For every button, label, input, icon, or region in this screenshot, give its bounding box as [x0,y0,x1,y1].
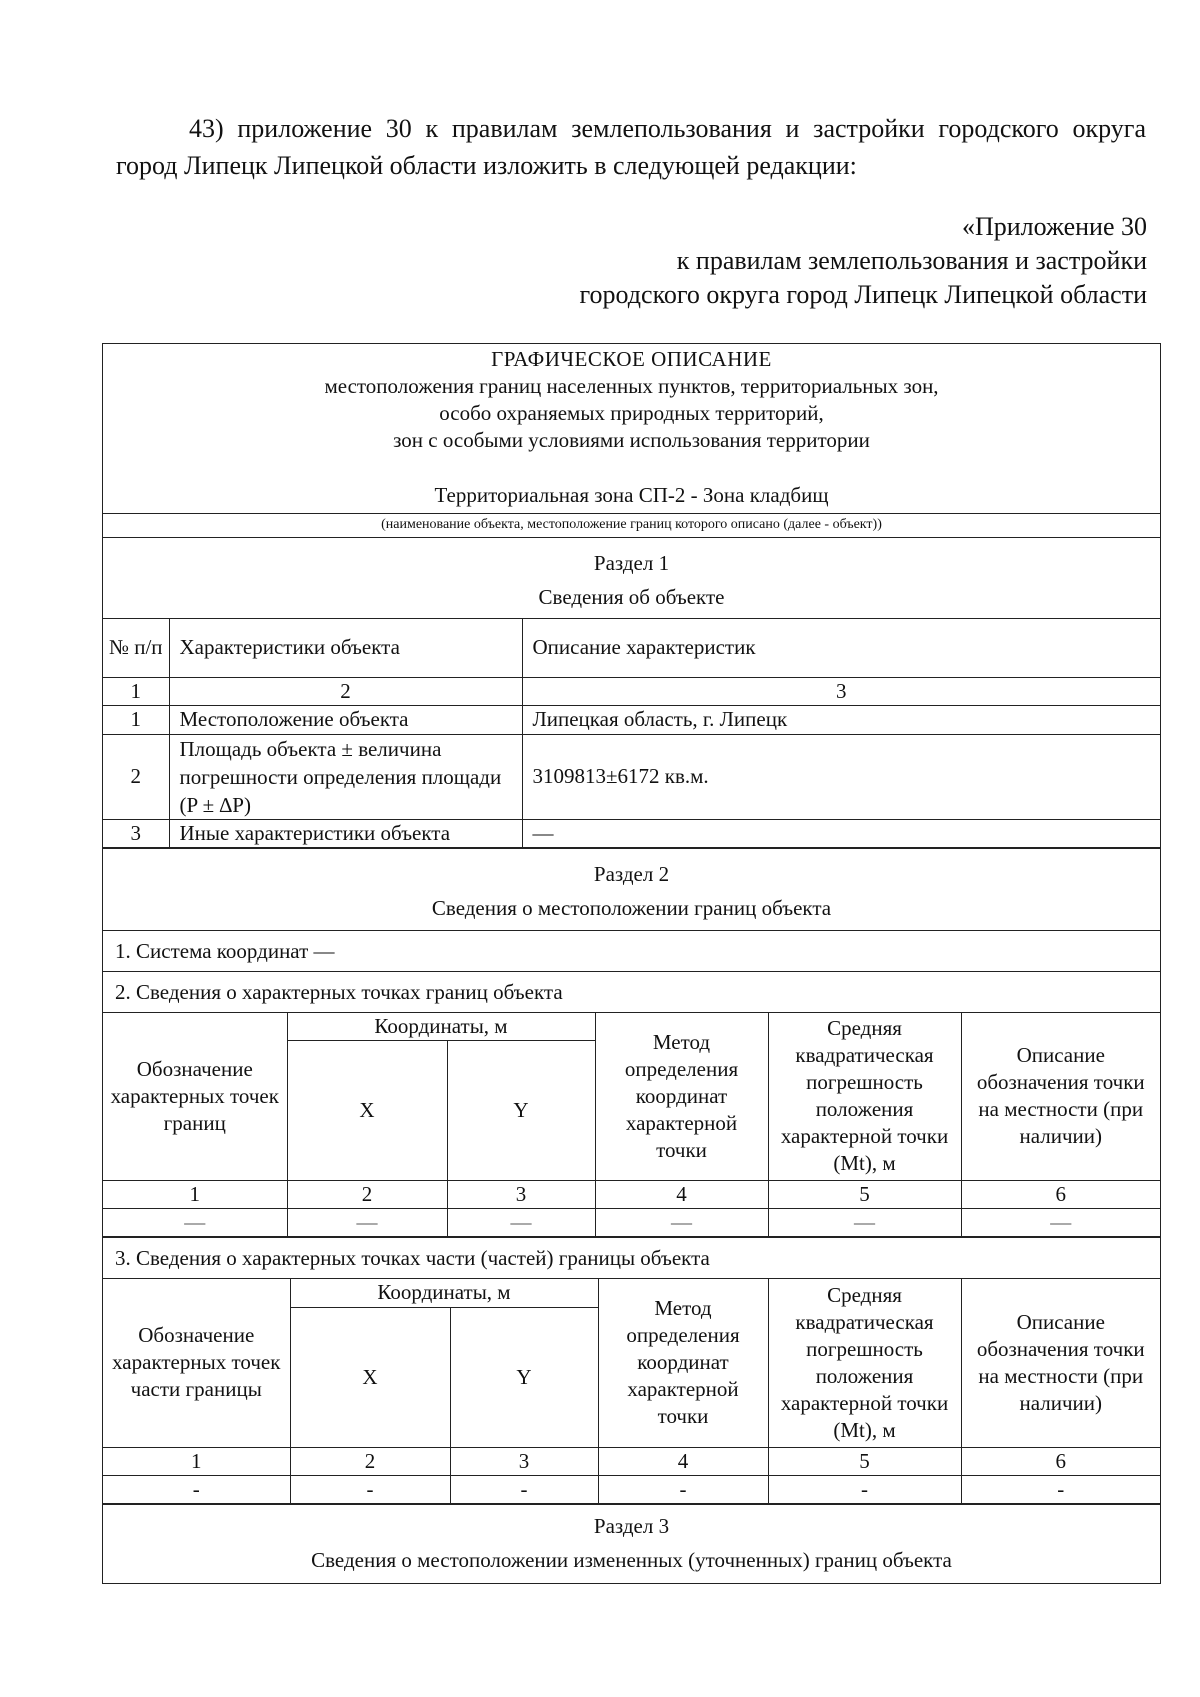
table-index-row [103,1181,1160,1209]
section-2-label: Раздел 2 [593,861,670,886]
table-header-row [103,1013,1160,1041]
index-cell: 1 [103,1447,290,1475]
data-cell: - [103,1475,290,1503]
index-cell: 1 [103,1181,287,1209]
index-cell: 4 [598,1447,768,1475]
col-descr-header: Описание обозначения точки на местности (при наличии) [961,1013,1160,1181]
index-cell: 5 [768,1447,961,1475]
coord-system-row: 1. Система координат — [103,931,1160,972]
col-y-header: Y [450,1307,598,1447]
index-cell: 3 [447,1181,595,1209]
index-cell: 6 [961,1181,1160,1209]
col-char-header: Характеристики объекта [169,619,522,677]
section-1-title: Сведения об объекте [538,585,725,609]
index-cell: 3 [522,677,1160,705]
data-cell: - [598,1475,768,1503]
section-2-title: Сведения о местоположении границ объекта [431,895,832,920]
col-y-header: Y [447,1041,595,1181]
form-subtitle-3: зон с особыми условиями использования территории [393,428,870,452]
object-info-table [103,619,1160,848]
col-coords-header: Координаты, м [287,1013,595,1041]
section-2-header [103,848,1160,931]
object-name-note: (наименование объекта, местоположение границ которого описано (далее - объект)) [103,514,1160,538]
row-num: 3 [103,819,169,847]
graphic-description-form [102,343,1161,1584]
data-cell: - [768,1475,961,1503]
data-cell: — [768,1209,961,1237]
data-cell: — [595,1209,768,1237]
section-3-label: Раздел 3 [593,1513,670,1538]
row-char: Площадь объекта ± величина погрешности определения площади (P ± ∆P) [169,734,522,819]
table-header-row [103,619,1160,677]
row-num: 1 [103,705,169,734]
index-cell: 2 [169,677,522,705]
section-1-label: Раздел 1 [593,551,670,575]
row-desc: 3109813±6172 кв.м. [522,734,1160,819]
points-title-row: 2. Сведения о характерных точках границ объекта [103,972,1160,1013]
table-row [103,1475,1160,1503]
data-cell: - [961,1475,1160,1503]
index-cell: 2 [290,1447,450,1475]
points-table [103,1013,1160,1238]
row-desc: Липецкая область, г. Липецк [522,705,1160,734]
form-header [103,344,1160,514]
data-cell: — [447,1209,595,1237]
col-x-header: X [287,1041,447,1181]
row-num: 2 [103,734,169,819]
col-point-header: Обозначение характерных точек части границы [103,1279,290,1447]
parts-table [103,1279,1160,1504]
section-3-title: Сведения о местоположении измененных (уточненных) границ объекта [311,1547,952,1572]
table-row [103,1209,1160,1237]
section-1-header [103,538,1160,619]
col-descr-header: Описание обозначения точки на местности (при наличии) [961,1279,1160,1447]
row-char: Иные характеристики объекта [169,819,522,847]
intro-paragraph: 43) приложение 30 к правилам землепользования и застройки городского округа город Липецк Липецкой области изложить в следующей редакции: [116,114,1146,180]
appendix-line-1: «Приложение 30 [961,212,1147,241]
index-cell: 3 [450,1447,598,1475]
form-title: ГРАФИЧЕСКОЕ ОПИСАНИЕ [491,347,772,371]
col-error-header: Средняя квадратическая погрешность положения характерной точки (Mt), м [768,1013,961,1181]
table-row [103,705,1160,734]
index-cell: 6 [961,1447,1160,1475]
data-cell: — [961,1209,1160,1237]
col-error-header: Средняя квадратическая погрешность положения характерной точки (Mt), м [768,1279,961,1447]
data-cell: - [290,1475,450,1503]
appendix-heading [580,210,1147,312]
col-num-header: № п/п [103,619,169,677]
data-cell: — [287,1209,447,1237]
zone-name: Территориальная зона СП-2 - Зона кладбищ [434,483,829,507]
col-coords-header: Координаты, м [290,1279,598,1307]
appendix-line-3: городского округа город Липецк Липецкой области [579,280,1147,309]
index-cell: 4 [595,1181,768,1209]
row-char: Местоположение объекта [169,705,522,734]
table-header-row [103,1279,1160,1307]
form-subtitle-1: местоположения границ населенных пунктов, территориальных зон, [324,374,939,398]
col-method-header: Метод определения координат характерной точки [595,1013,768,1181]
table-index-row [103,1447,1160,1475]
table-row [103,819,1160,847]
appendix-line-2: к правилам землепользования и застройки [676,246,1147,275]
parts-title-row: 3. Сведения о характерных точках части (частей) границы объекта [103,1237,1160,1279]
section-3-header [103,1504,1160,1583]
table-index-row [103,677,1160,705]
table-row [103,734,1160,819]
index-cell: 2 [287,1181,447,1209]
data-cell: - [450,1475,598,1503]
col-desc-header: Описание характеристик [522,619,1160,677]
form-subtitle-2: особо охраняемых природных территорий, [439,401,824,425]
col-point-header: Обозначение характерных точек границ [103,1013,287,1181]
row-desc: — [522,819,1160,847]
data-cell: — [103,1209,287,1237]
col-method-header: Метод определения координат характерной точки [598,1279,768,1447]
index-cell: 5 [768,1181,961,1209]
index-cell: 1 [103,677,169,705]
col-x-header: X [290,1307,450,1447]
